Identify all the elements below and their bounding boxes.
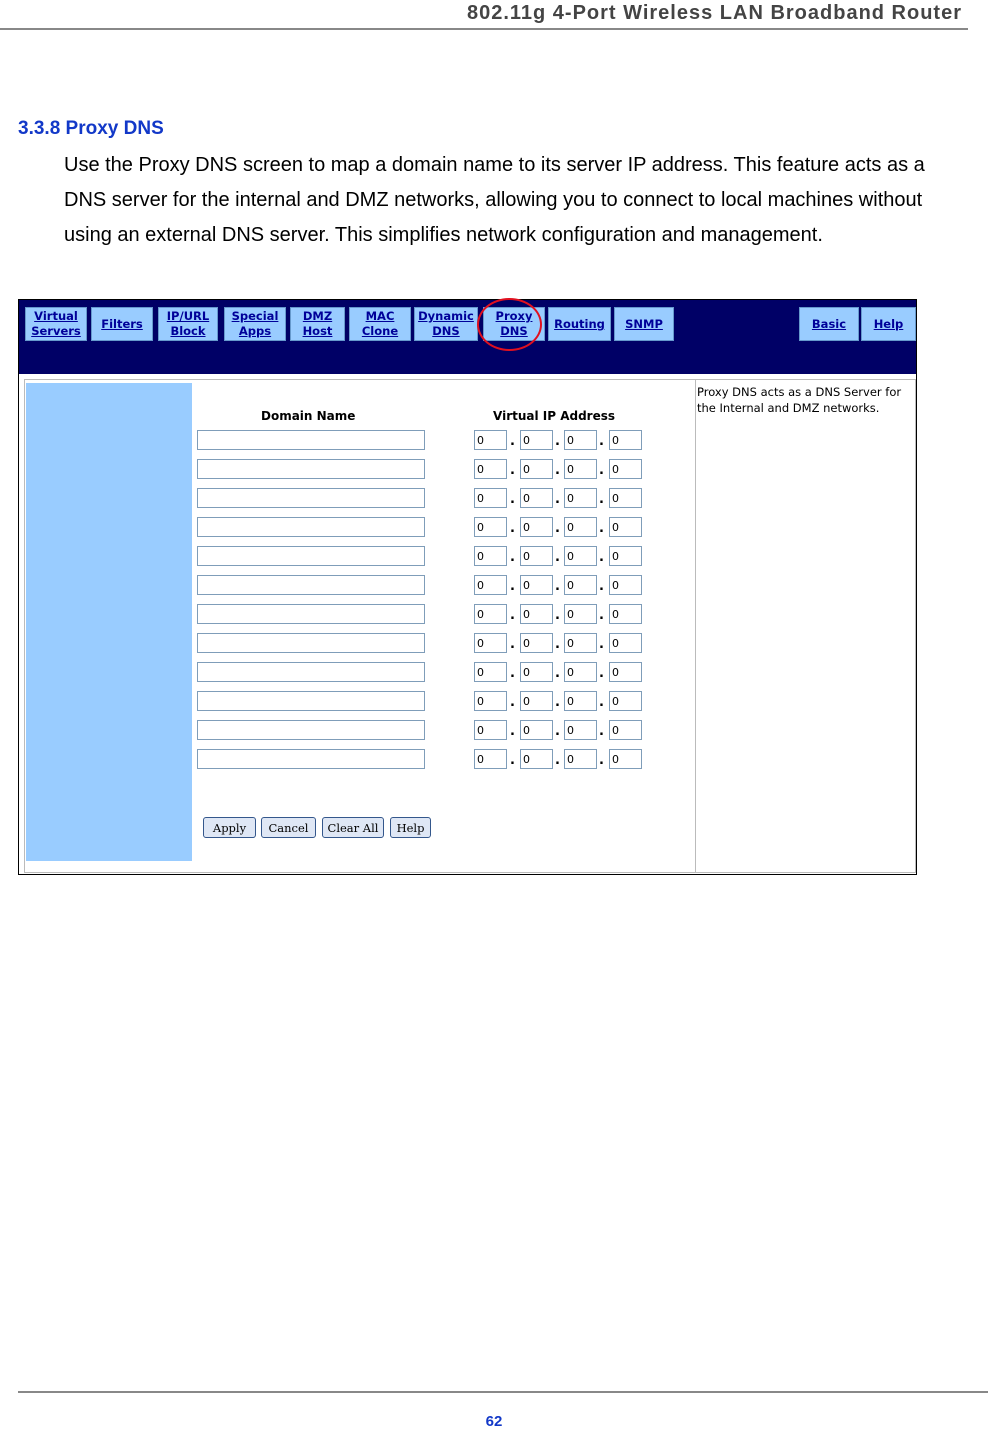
ip-octet-input[interactable]	[564, 749, 597, 769]
ip-octet-input[interactable]	[564, 488, 597, 508]
nav-filters[interactable]	[91, 307, 153, 341]
ip-octet-input[interactable]	[564, 720, 597, 740]
help-button[interactable]: Help	[390, 817, 431, 838]
ip-separator: .	[555, 492, 560, 507]
ip-octet-input[interactable]	[609, 575, 642, 595]
nav-label: Basic	[811, 316, 847, 331]
nav-proxy-dns[interactable]	[483, 307, 545, 341]
ip-separator: .	[510, 637, 515, 652]
ip-octet-input[interactable]	[520, 604, 553, 624]
page-number: 62	[485, 1413, 503, 1430]
help-description: Proxy DNS acts as a DNS Server for the Internal and DMZ networks.	[697, 385, 902, 415]
ip-octet-input[interactable]	[520, 691, 553, 711]
nav-special-apps[interactable]	[224, 307, 286, 341]
ip-separator: .	[510, 492, 515, 507]
ip-octet-input[interactable]	[520, 517, 553, 537]
header-divider	[0, 28, 968, 30]
domain-name-input[interactable]	[197, 488, 425, 508]
ip-separator: .	[599, 753, 604, 768]
ip-octet-input[interactable]	[609, 633, 642, 653]
footer-divider	[18, 1391, 988, 1393]
ip-separator: .	[599, 637, 604, 652]
ip-octet-input[interactable]	[564, 633, 597, 653]
nav-basic[interactable]	[799, 307, 859, 341]
nav-routing[interactable]	[548, 307, 611, 341]
ip-octet-input[interactable]	[564, 546, 597, 566]
ip-octet-input[interactable]	[474, 517, 507, 537]
ip-octet-input[interactable]	[474, 662, 507, 682]
ip-separator: .	[555, 637, 560, 652]
ip-separator: .	[599, 579, 604, 594]
ip-separator: .	[555, 695, 560, 710]
ip-separator: .	[555, 608, 560, 623]
document-title: 802.11g 4-Port Wireless LAN Broadband Router	[466, 2, 962, 24]
domain-name-input[interactable]	[197, 633, 425, 653]
ip-separator: .	[599, 550, 604, 565]
ip-octet-input[interactable]	[474, 459, 507, 479]
domain-name-header: Domain Name	[261, 409, 356, 423]
ip-separator: .	[510, 753, 515, 768]
ip-separator: .	[510, 695, 515, 710]
ip-separator: .	[555, 724, 560, 739]
ip-separator: .	[555, 550, 560, 565]
nav-dmz-host[interactable]	[290, 307, 345, 341]
ip-octet-input[interactable]	[474, 633, 507, 653]
ip-separator: .	[555, 579, 560, 594]
section-heading: 3.3.8 Proxy DNS	[18, 118, 164, 139]
nav-label: Virtual Servers	[31, 309, 81, 338]
domain-name-input[interactable]	[197, 720, 425, 740]
clear-all-button[interactable]: Clear All	[322, 817, 384, 838]
domain-name-input[interactable]	[197, 662, 425, 682]
nav-ip-url-block[interactable]	[158, 307, 218, 341]
nav-label: SNMP	[625, 316, 663, 331]
ip-octet-input[interactable]	[564, 691, 597, 711]
ip-separator: .	[599, 724, 604, 739]
ip-octet-input[interactable]	[474, 575, 507, 595]
ip-octet-input[interactable]	[564, 459, 597, 479]
ip-octet-input[interactable]	[564, 430, 597, 450]
domain-name-input[interactable]	[197, 459, 425, 479]
nav-label: MAC Clone	[361, 309, 399, 338]
nav-help[interactable]	[861, 307, 916, 341]
nav-mac-clone[interactable]	[349, 307, 411, 341]
ip-octet-input[interactable]	[609, 662, 642, 682]
domain-name-input[interactable]	[197, 546, 425, 566]
router-screenshot	[18, 299, 917, 875]
ip-octet-input[interactable]	[609, 749, 642, 769]
ip-separator: .	[555, 753, 560, 768]
ip-separator: .	[599, 608, 604, 623]
ip-separator: .	[599, 463, 604, 478]
ip-separator: .	[599, 666, 604, 681]
domain-name-input[interactable]	[197, 604, 425, 624]
ip-octet-input[interactable]	[609, 517, 642, 537]
ip-octet-input[interactable]	[609, 691, 642, 711]
ip-octet-input[interactable]	[609, 488, 642, 508]
nav-label: Dynamic DNS	[418, 309, 474, 338]
ip-octet-input[interactable]	[520, 575, 553, 595]
ip-separator: .	[599, 695, 604, 710]
ip-separator: .	[510, 550, 515, 565]
domain-name-input[interactable]	[197, 575, 425, 595]
ip-octet-input[interactable]	[520, 662, 553, 682]
ip-separator: .	[510, 666, 515, 681]
domain-name-input[interactable]	[197, 691, 425, 711]
ip-octet-input[interactable]	[609, 604, 642, 624]
ip-octet-input[interactable]	[520, 546, 553, 566]
ip-separator: .	[510, 434, 515, 449]
ip-octet-input[interactable]	[609, 720, 642, 740]
ip-octet-input[interactable]	[474, 488, 507, 508]
nav-label: Filters	[101, 316, 143, 331]
domain-name-input[interactable]	[197, 749, 425, 769]
nav-label: Special Apps	[231, 309, 279, 338]
section-body: Use the Proxy DNS screen to map a domain name to its server IP address. This feature acts as a DNS server for the internal and DMZ networks, allowing you to connect to local machines without using an external DNS server. This simplifies network configuration and management.	[64, 154, 925, 246]
nav-bar	[19, 300, 916, 374]
ip-octet-input[interactable]	[474, 430, 507, 450]
nav-virtual-servers[interactable]	[25, 307, 87, 341]
ip-octet-input[interactable]	[520, 459, 553, 479]
nav-label: Help	[873, 316, 904, 331]
ip-separator: .	[510, 724, 515, 739]
left-panel	[26, 383, 192, 861]
ip-separator: .	[555, 434, 560, 449]
nav-dynamic-dns[interactable]	[414, 307, 478, 341]
ip-octet-input[interactable]	[520, 633, 553, 653]
nav-label: DMZ Host	[302, 309, 333, 338]
ip-address-header: Virtual IP Address	[493, 409, 616, 423]
document-header	[0, 0, 988, 40]
ip-octet-input[interactable]	[564, 575, 597, 595]
nav-label: Proxy DNS	[495, 309, 533, 338]
ip-separator: .	[555, 521, 560, 536]
ip-separator: .	[510, 579, 515, 594]
ip-octet-input[interactable]	[520, 488, 553, 508]
ip-octet-input[interactable]	[609, 546, 642, 566]
apply-button[interactable]: Apply	[203, 817, 256, 838]
ip-separator: .	[510, 608, 515, 623]
domain-name-input[interactable]	[197, 430, 425, 450]
ip-octet-input[interactable]	[520, 749, 553, 769]
ip-octet-input[interactable]	[609, 430, 642, 450]
nav-label: IP/URL Block	[166, 309, 210, 338]
domain-name-input[interactable]	[197, 517, 425, 537]
nav-label: Routing	[554, 316, 605, 331]
ip-separator: .	[599, 492, 604, 507]
ip-separator: .	[555, 463, 560, 478]
ip-octet-input[interactable]	[474, 546, 507, 566]
ip-octet-input[interactable]	[564, 662, 597, 682]
ip-octet-input[interactable]	[564, 517, 597, 537]
ip-octet-input[interactable]	[474, 604, 507, 624]
ip-octet-input[interactable]	[474, 749, 507, 769]
ip-octet-input[interactable]	[474, 720, 507, 740]
ip-separator: .	[599, 434, 604, 449]
ip-octet-input[interactable]	[564, 604, 597, 624]
ip-octet-input[interactable]	[609, 459, 642, 479]
ip-separator: .	[555, 666, 560, 681]
ip-octet-input[interactable]	[474, 691, 507, 711]
ip-octet-input[interactable]	[520, 430, 553, 450]
ip-separator: .	[510, 521, 515, 536]
help-frame	[695, 379, 916, 873]
nav-snmp[interactable]	[614, 307, 674, 341]
ip-separator: .	[599, 521, 604, 536]
cancel-button[interactable]: Cancel	[261, 817, 316, 838]
ip-octet-input[interactable]	[520, 720, 553, 740]
ip-separator: .	[510, 463, 515, 478]
